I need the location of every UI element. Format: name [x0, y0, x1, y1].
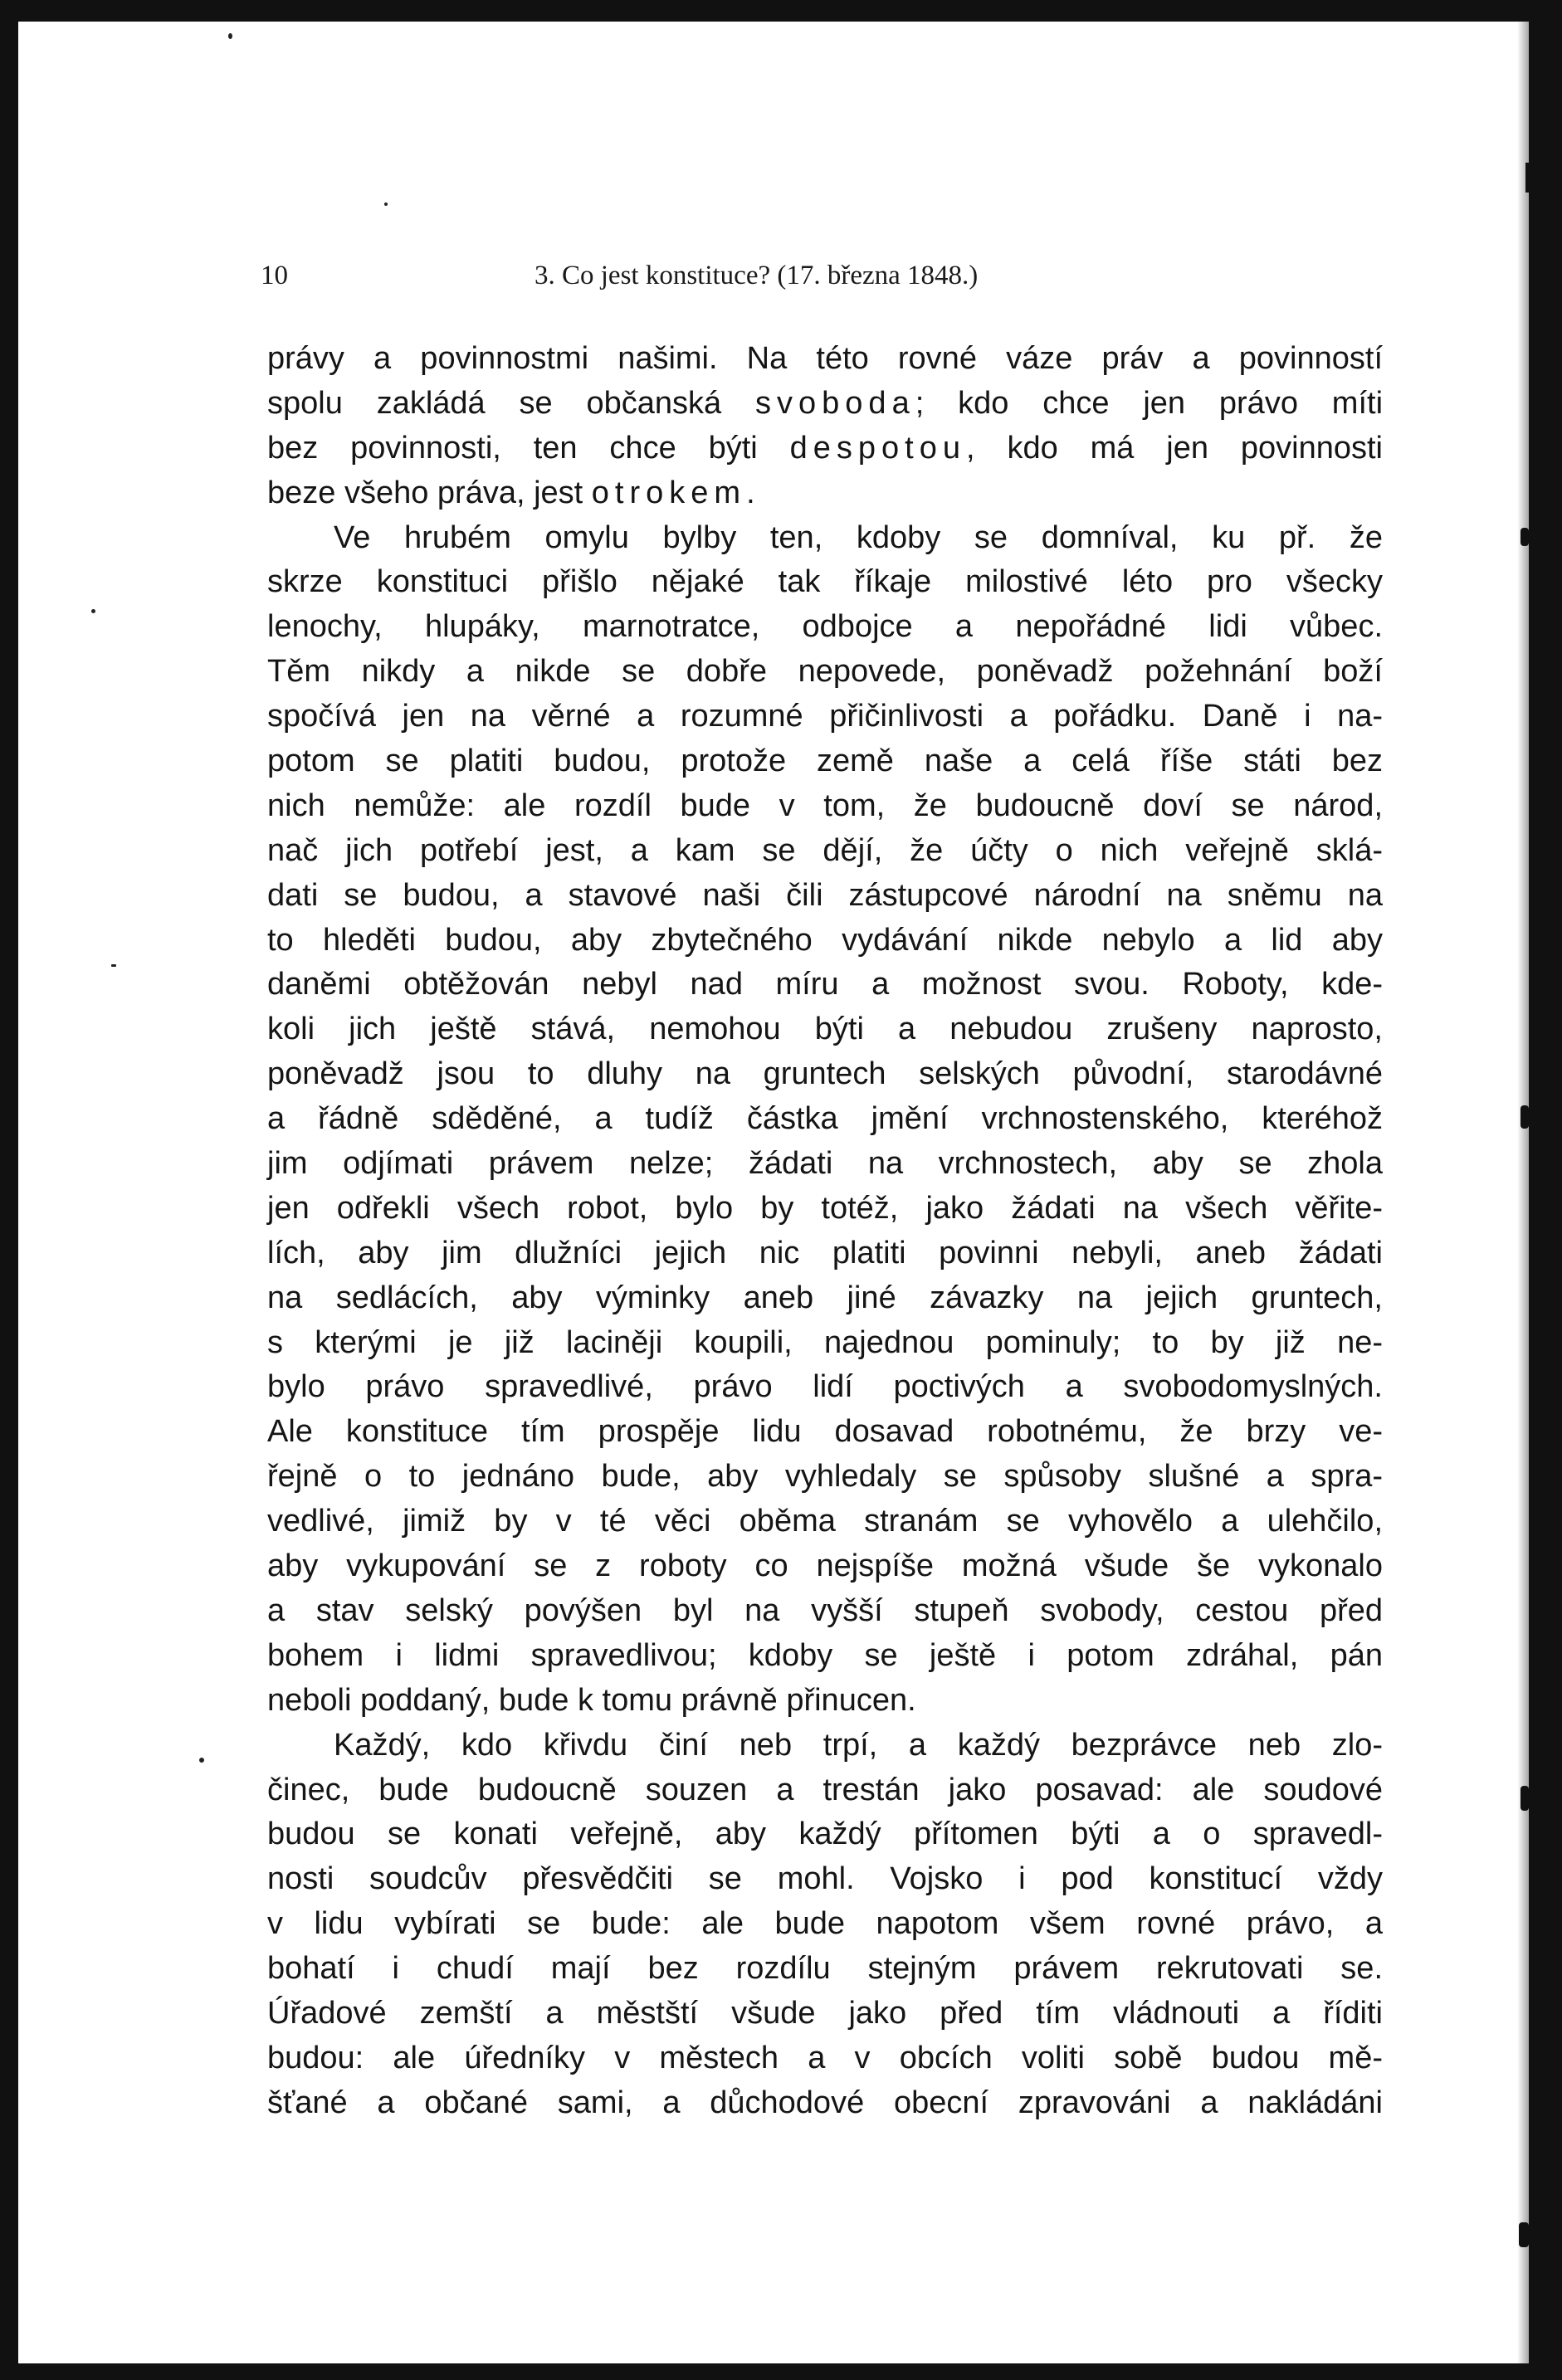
paragraph-first-line: Každý, kdo křivdu činí neb trpí, a každý bezprávce neb zlo- — [334, 1727, 1383, 1763]
page-edge-shadow — [1517, 22, 1529, 2363]
text-line: lích, aby jim dlužníci jejich nic platiti povinni nebyli, aneb žádati — [267, 1235, 1383, 1270]
text-line: potom se platiti budou, protože země naše a celá říše státi bez — [267, 744, 1383, 779]
text-line: beze všeho práva, jest otrokem. — [267, 475, 755, 510]
page-number: 10 — [261, 261, 288, 290]
page-speck — [199, 1758, 204, 1763]
text-line: Těm nikdy a nikde se dobře nepovede, poněvadž požehnání boží — [267, 654, 1383, 690]
text-line: a stav selský povýšen byl na vyšší stupeň svobody, cestou před — [267, 1592, 1383, 1628]
page-speck — [228, 33, 232, 39]
text-line: spolu zakládá se občanská svoboda; kdo chce jen právo míti — [267, 385, 1384, 421]
text-line: v lidu vybírati se bude: ale bude napotom všem rovné právo, a — [267, 1906, 1383, 1942]
text-line: bez povinnosti, ten chce býti despotou, kdo má jen povinnosti — [267, 430, 1383, 466]
text-line: spočívá jen na věrné a rozumné přičinlivosti a pořádku. Daně i na- — [267, 699, 1383, 734]
text-line: jen odřekli všech robot, bylo by totéž, jako žádati na všech věřite- — [267, 1190, 1383, 1226]
text-line: aby vykupování se z roboty co nejspíše možná všude še vykonalo — [267, 1548, 1383, 1584]
margin-mark — [1521, 528, 1529, 546]
emphasized-word: svoboda — [755, 385, 915, 421]
page-speck — [91, 609, 95, 613]
margin-mark — [1521, 1786, 1529, 1811]
text-line: a řádně sděděné, a tudíž částka jmění vrchnostenského, kteréhož — [267, 1101, 1383, 1137]
emphasized-word: despotou — [789, 430, 966, 466]
margin-mark — [1525, 163, 1529, 193]
running-head — [261, 261, 1140, 302]
text-line: činec, bude budoucně souzen a trestán jako posavad: ale soudové — [267, 1772, 1383, 1807]
text-line: nač jich potřebí jest, a kam se dějí, že účty o nich veřejně sklá- — [267, 832, 1383, 868]
text-line: skrze konstituci přišlo nějaké tak říkaje milostivé léto pro všecky — [267, 564, 1383, 600]
text-line: bylo právo spravedlivé, právo lidí poctivých a svobodomyslných. — [267, 1369, 1383, 1405]
text-line: bohatí i chudí mají bez rozdílu stejným právem rekrutovati se. — [267, 1951, 1383, 1987]
text-line: neboli poddaný, bude k tomu právně přinucen. — [267, 1682, 916, 1718]
text-line: koli jich ještě stává, nemohou býti a nebudou zrušeny naprosto, — [267, 1012, 1383, 1047]
text-line: Ale konstituce tím prospěje lidu dosavad robotnému, že brzy ve- — [267, 1414, 1383, 1450]
text-line: jim odjímati právem nelze; žádati na vrchnostech, aby se zhola — [267, 1146, 1383, 1182]
text-line: bohem i lidmi spravedlivou; kdoby se ještě i potom zdráhal, pán — [267, 1637, 1383, 1673]
text-line: to hleděti budou, aby zbytečného vydávání nikde nebylo a lid aby — [267, 922, 1383, 958]
margin-mark — [1521, 1105, 1529, 1129]
text-line: právy a povinnostmi našimi. Na této rovné váze práv a povinností — [267, 341, 1383, 376]
text-line: budou se konati veřejně, aby každý přítomen býti a o spravedl- — [267, 1817, 1383, 1852]
text-line: na sedlácích, aby výminky aneb jiné závazky na jejich gruntech, — [267, 1280, 1383, 1315]
text-line: daněmi obtěžován nebyl nad míru a možnost svou. Roboty, kde- — [267, 967, 1383, 1002]
emphasized-word: otrokem — [591, 475, 747, 510]
paragraph-first-line: Ve hrubém omylu bylby ten, kdoby se domníval, ku př. že — [334, 519, 1383, 555]
body-text — [267, 337, 1383, 2126]
margin-mark — [1519, 2222, 1529, 2247]
text-line: dati se budou, a stavové naši čili zástupcové národní na sněmu na — [267, 877, 1383, 913]
text-line: vedlivé, jimiž by v té věci oběma stranám se vyhovělo a ulehčilo, — [267, 1504, 1383, 1539]
text-line: budou: ale úředníky v městech a v obcích voliti sobě budou mě- — [267, 2040, 1383, 2075]
text-line: poněvadž jsou to dluhy na gruntech selských původní, starodávné — [267, 1056, 1383, 1092]
text-line: s kterými je již laciněji koupili, najednou pominuly; to by již ne- — [267, 1324, 1383, 1360]
book-page — [18, 22, 1529, 2363]
text-line: řejně o to jednáno bude, aby vyhledaly se spůsoby slušné a spra- — [267, 1459, 1383, 1495]
text-line: šťané a občané sami, a důchodové obecní zpravováni a nakládáni — [267, 2085, 1383, 2120]
text-line: nich nemůže: ale rozdíl bude v tom, že budoucně doví se národ, — [267, 788, 1383, 823]
page-speck — [384, 202, 388, 206]
text-line: Úřadové zemští a městští všude jako před tím vládnouti a říditi — [267, 1995, 1383, 2031]
page-speck — [111, 964, 116, 967]
text-line: nosti soudcův přesvědčiti se mohl. Vojsko i pod konstitucí vždy — [267, 1861, 1383, 1897]
running-title: 3. Co jest konstituce? (17. března 1848.) — [534, 261, 979, 290]
text-line: lenochy, hlupáky, marnotratce, odbojce a nepořádné lidi vůbec. — [267, 609, 1383, 645]
